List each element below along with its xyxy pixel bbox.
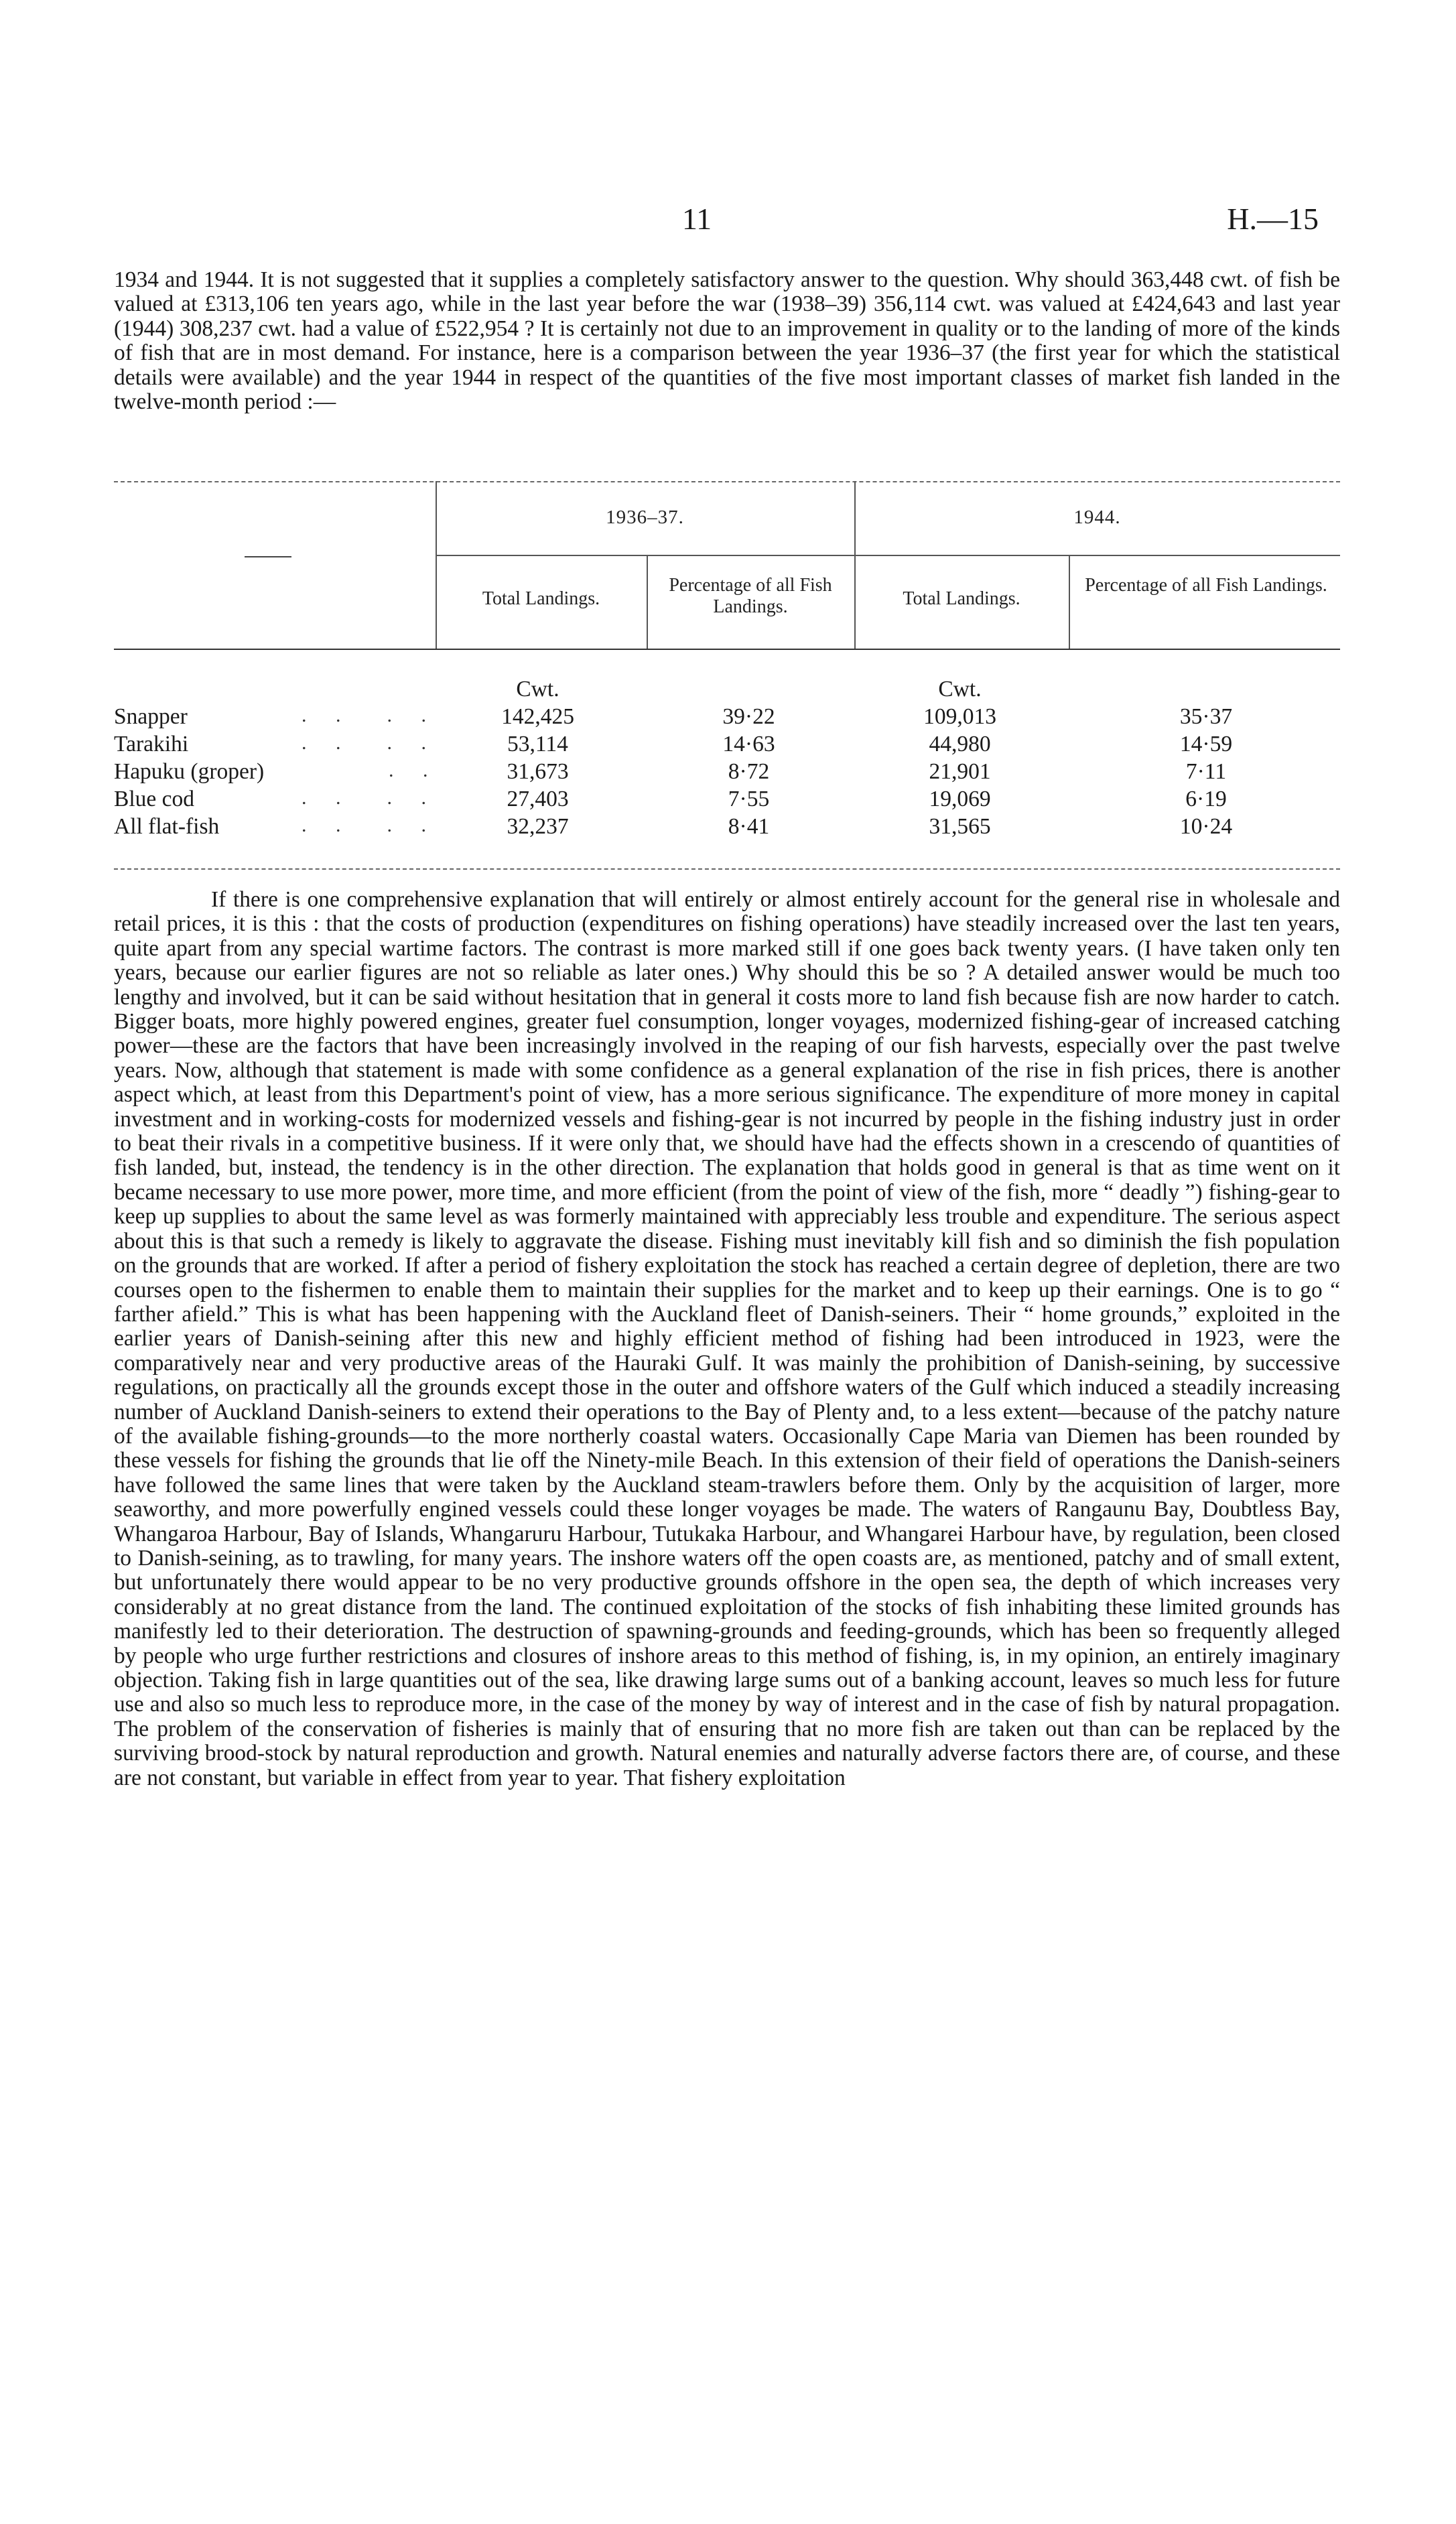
- unit-label-1936: Cwt.: [516, 677, 559, 702]
- period-header-1944: 1944.: [1073, 507, 1121, 528]
- table-cell: 53,114: [507, 732, 568, 756]
- table-cell: 109,013: [923, 704, 996, 729]
- table-cell: 7·11: [1185, 759, 1227, 784]
- table-cell: 35·37: [1179, 704, 1233, 729]
- table-row-label: Snapper: [114, 704, 188, 729]
- table-bottom-rule: [114, 868, 1340, 870]
- leader-dots: . .: [389, 759, 440, 781]
- table-top-rule: [114, 481, 1340, 482]
- column-header-total-1936: Total Landings.: [482, 588, 600, 609]
- document-code: H.—15: [1227, 202, 1319, 236]
- table-cell: 142,425: [501, 704, 574, 729]
- leader-dots: . . . .: [302, 732, 438, 754]
- main-paragraph: If there is one comprehensive explanation that will entirely or almost entirely account for the general rise in wholesale and retail prices, it is this : that the costs of production (expenditures on fishing operations) have steadily increased over the last ten years, quite apart from any special wartime factors. The contrast is more marked still if one goes back twenty years. (I have taken only ten years, because our earlier figures are not so reliable as later ones.) Why should this be so ? A detailed answer would be much too lengthy and involved, but it can be said without hesitation that in general it costs more to land fish because fish are now harder to catch. Bigger boats, more highly powered engines, greater fuel consumption, longer voyages, modernized fishing-gear of increased catching power—these are the factors that have been increasingly involved in the reaping of our fish harvests, especially over the past twelve years. Now, although that statement is made with some confidence as a general explanation of the rise in fish prices, there is another aspect which, at least from this Department's point of view, has a more serious significance. The expenditure of more money in capital investment and in working-costs for modernized vessels and fishing-gear is not incurred by people in the fishing industry just in order to beat their rivals in a competitive business. If it were only that, we should have had the effects shown in a crescendo of quantities of fish landed, but, instead, the tendency is in the other direction. The explanation that holds good in general is that as time went on it became necessary to use more power, more time, and more efficient (from the point of view of the fish, more “ deadly ”) fishing-gear to keep up supplies to about the same level as was formerly maintained with appreciably less trouble and expenditure. The serious aspect about this is that such a remedy is likely to aggravate the disease. Fishing must inevitably kill fish and so diminish the fish population on the grounds that are worked. If after a period of fishery exploitation the stock has reached a certain degree of depletion, there are two courses open to the fishermen to enable them to maintain their supplies for the market and to keep up their earnings. One is to go “ farther afield.” This is what has been happening with the Auckland fleet of Danish-seiners. Their “ home grounds,” exploited in the earlier years of Danish-seining after this new and highly efficient method of fishing had been introduced in 1923, were the comparatively near and very productive areas of the Hauraki Gulf. It was mainly the prohibition of Danish-seining, by successive regulations, on practically all the grounds except those in the outer and offshore waters of the Gulf which induced a steadily increasing number of Auckland Danish-seiners to extend their operations to the Bay of Plenty and, to a less extent—because of the patchy nature of the available fishing-grounds—to the more northerly coastal waters. Occasionally Cape Maria van Diemen has been rounded by these vessels for fishing the grounds that lie off the Ninety-mile Beach. In this extension of their field of operations the Danish-seiners have followed the same lines that were taken by the Auckland steam-trawlers before them. Only by the acquisition of larger, more seaworthy, and more powerfully engined vessels could these longer voyages be made. The waters of Rangaunu Bay, Doubtless Bay, Whangaroa Harbour, Bay of Islands, Whangaruru Harbour, Tutukaka Harbour, and Whangarei Harbour have, by regulation, been closed to Danish-seining, as to trawling, for many years. The inshore waters off the open coasts are, as mentioned, patchy and of small extent, but unfortunately there would appear to be no very productive grounds offshore in the open sea, the depth of which increases very considerably at no great distance from the land. The continued exploitation of the stocks of fish inhabiting these limited grounds has manifestly led to their deterioration. The destruction of spawning-grounds and feeding-grounds, which has been so frequently alleged by people who urge further restrictions and closures of inshore areas to this method of fishing, is, in my opinion, an entirely imaginary objection. Taking fish in large quantities out of the sea, like drawing large sums out of a banking account, leaves so much less for future use and also so much less to reproduce more, in the case of the money by way of interest and in the case of fish by natural propagation. The problem of the conservation of fisheries is mainly that of ensuring that no more fish are taken out than can be replaced by the surviving brood-stock by natural reproduction and growth. Natural enemies and naturally adverse factors there are, of course, and these are not constant, but variable in effect from year to year. That fishery exploitation: [114, 887, 1340, 1790]
- table-cell: 10·24: [1179, 814, 1233, 839]
- leader-dots: . . . .: [302, 814, 438, 836]
- table-cell: 14·63: [722, 732, 775, 756]
- fish-landings-table: [114, 481, 1340, 870]
- column-rule: [647, 555, 648, 649]
- page-number: 11: [681, 202, 712, 236]
- leader-dots: . . . .: [302, 704, 438, 726]
- table-header-rule: [114, 649, 1340, 650]
- table-cell: 32,237: [507, 814, 569, 839]
- table-cell: 19,069: [929, 787, 991, 811]
- period-header-rule: [436, 555, 1340, 556]
- table-cell: 7·55: [728, 787, 770, 811]
- table-cell: 21,901: [929, 759, 991, 784]
- table-row-label: Tarakihi: [114, 732, 189, 756]
- column-rule: [1069, 555, 1070, 649]
- table-row-label: All flat-fish: [114, 814, 220, 839]
- table-cell: 27,403: [507, 787, 569, 811]
- period-header-1936: 1936–37.: [606, 507, 684, 528]
- unit-label-1944: Cwt.: [938, 677, 982, 702]
- table-row-label: Blue cod: [114, 787, 195, 811]
- leader-dots: . . . .: [302, 787, 438, 809]
- table-cell: 6·19: [1185, 787, 1227, 811]
- table-cell: 31,673: [507, 759, 569, 784]
- column-header-pct-1936: Percentage of all Fish Landings.: [669, 575, 832, 617]
- column-header-pct-1944: Percentage of all Fish Landings.: [1085, 575, 1327, 596]
- column-header-total-1944: Total Landings.: [903, 588, 1020, 609]
- table-cell: 39·22: [722, 704, 775, 729]
- table-cell: 14·59: [1179, 732, 1233, 756]
- table-cell: 8·41: [728, 814, 770, 839]
- table-row-label: Hapuku (groper): [114, 759, 265, 784]
- table-cell: 31,565: [929, 814, 991, 839]
- intro-paragraph: 1934 and 1944. It is not suggested that it supplies a completely satisfactory answer to the question. Why should 363,448 cwt. of fish be valued at £313,106 ten years ago, while in the last year before the war (1938–39) 356,114 cwt. was valued at £424,643 and last year (1944) 308,237 cwt. had a value of £522,954 ? It is certainly not due to an improvement in quality or to the landing of more of the kinds of fish that are in most demand. For instance, here is a comparison between the year 1936–37 (the first year for which the statistical details were available) and the year 1944 in respect of the quantities of the five most important classes of market fish landed in the twelve-month period :—: [114, 267, 1340, 415]
- table-cell: 44,980: [929, 732, 991, 756]
- table-cell: 8·72: [728, 759, 770, 784]
- stub-header-dash: [245, 556, 291, 557]
